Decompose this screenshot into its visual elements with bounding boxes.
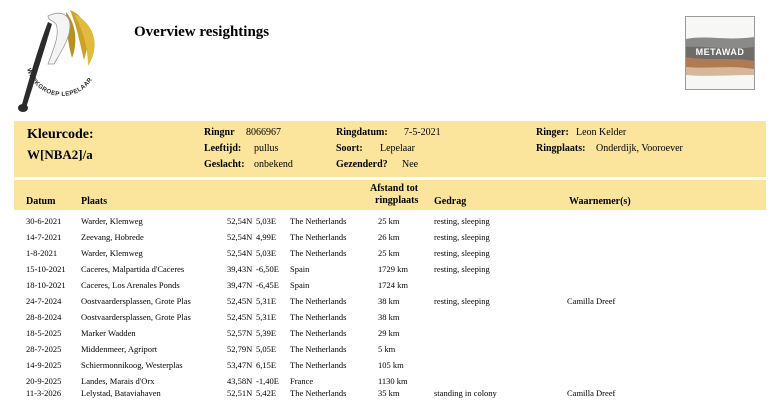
leeftijd-value: pullus — [254, 143, 279, 154]
cell-datum: 24-7-2024 — [26, 296, 62, 306]
cell-plaats: Oostvaardersplassen, Grote Plas — [81, 296, 191, 306]
cell-plaats: Caceres, Los Arenales Ponds — [81, 280, 180, 290]
table-row — [0, 264, 780, 280]
svg-text:WERKGROEP LEPELAAR: WERKGROEP LEPELAAR — [25, 67, 95, 99]
cell-lon: -1,40E — [256, 376, 279, 386]
cell-afstand: 29 km — [378, 328, 400, 338]
cell-lon: 4,99E — [256, 232, 277, 242]
cell-land: Spain — [290, 280, 310, 290]
cell-gedrag: resting, sleeping — [434, 264, 490, 274]
cell-lat: 39,43N — [227, 264, 253, 274]
ringnr-value: 8066967 — [246, 127, 281, 138]
spoonbill-icon — [8, 4, 116, 116]
cell-lon: 6,15E — [256, 360, 277, 370]
geslacht-label: Geslacht: — [204, 159, 245, 170]
cell-lat: 52,45N — [227, 312, 253, 322]
cell-land: The Netherlands — [290, 328, 347, 338]
cell-lat: 52,57N — [227, 328, 253, 338]
cell-lat: 39,47N — [227, 280, 253, 290]
gezenderd-label: Gezenderd? — [336, 159, 388, 170]
cell-lat: 52,51N — [227, 388, 253, 398]
cell-plaats: Zeevang, Hobrede — [81, 232, 144, 242]
cell-afstand: 1130 km — [378, 376, 408, 386]
col-afstand-line1: Afstand tot — [370, 183, 419, 194]
cell-land: France — [290, 376, 314, 386]
metawad-logo — [685, 16, 755, 90]
cell-lat: 52,45N — [227, 296, 253, 306]
ringplaats-label: Ringplaats: — [536, 143, 586, 154]
col-gedrag: Gedrag — [434, 196, 467, 207]
cell-gedrag: resting, sleeping — [434, 248, 490, 258]
cell-gedrag: resting, sleeping — [434, 232, 490, 242]
cell-gedrag: standing in colony — [434, 388, 497, 398]
ringer-value: Leon Kelder — [576, 127, 627, 138]
ringdatum-value: 7-5-2021 — [404, 127, 441, 138]
cell-lon: 5,05E — [256, 344, 277, 354]
table-header — [14, 180, 766, 210]
cell-datum: 30-6-2021 — [26, 216, 62, 226]
cell-afstand: 25 km — [378, 248, 400, 258]
cell-lat: 53,47N — [227, 360, 253, 370]
cell-plaats: Landes, Marais d'Orx — [81, 376, 155, 386]
cell-lon: 5,31E — [256, 296, 277, 306]
cell-plaats: Marker Wadden — [81, 328, 136, 338]
cell-afstand: 5 km — [378, 344, 396, 354]
cell-datum: 1-8-2021 — [26, 248, 58, 258]
col-plaats: Plaats — [81, 196, 108, 207]
cell-waarnemer: Camilla Dreef — [567, 388, 616, 398]
cell-land: The Netherlands — [290, 344, 347, 354]
cell-gedrag: resting, sleeping — [434, 216, 490, 226]
table-row — [0, 312, 780, 328]
soort-value: Lepelaar — [380, 143, 415, 154]
cell-lon: 5,42E — [256, 388, 277, 398]
cell-waarnemer: Camilla Dreef — [567, 296, 616, 306]
metawad-wordmark: METAWAD — [695, 47, 745, 57]
col-afstand-line2: ringplaats — [375, 195, 419, 206]
cell-lat: 52,54N — [227, 248, 253, 258]
cell-afstand: 105 km — [378, 360, 404, 370]
table-row — [0, 232, 780, 248]
kleurcode-value: W[NBA2]/a — [27, 147, 93, 162]
cell-land: The Netherlands — [290, 388, 347, 398]
table-row — [0, 248, 780, 264]
cell-plaats: Lelystad, Bataviahaven — [81, 388, 161, 398]
ringplaats-value: Onderdijk, Vooroever — [596, 143, 683, 154]
table-row — [0, 328, 780, 344]
table-row — [0, 360, 780, 376]
cell-datum: 15-10-2021 — [26, 264, 66, 274]
cell-datum: 14-9-2025 — [26, 360, 62, 370]
cell-datum: 28-7-2025 — [26, 344, 62, 354]
cell-plaats: Schiermonnikoog, Westerplas — [81, 360, 183, 370]
cell-lon: -6,45E — [256, 280, 279, 290]
cell-datum: 20-9-2025 — [26, 376, 62, 386]
cell-datum: 18-5-2025 — [26, 328, 62, 338]
cell-land: The Netherlands — [290, 232, 347, 242]
col-datum: Datum — [26, 196, 56, 207]
cell-plaats: Warder, Klemweg — [81, 216, 143, 226]
cell-afstand: 1729 km — [378, 264, 408, 274]
ringdatum-label: Ringdatum: — [336, 127, 388, 138]
cell-lat: 43,58N — [227, 376, 253, 386]
bird-info-panel — [14, 121, 766, 177]
leeftijd-label: Leeftijd: — [204, 143, 242, 154]
cell-land: The Netherlands — [290, 312, 347, 322]
cell-lon: 5,03E — [256, 248, 277, 258]
cell-plaats: Oostvaardersplassen, Grote Plas — [81, 312, 191, 322]
cell-afstand: 35 km — [378, 388, 400, 398]
cell-afstand: 38 km — [378, 312, 400, 322]
cell-gedrag: resting, sleeping — [434, 296, 490, 306]
cell-plaats: Middenmeer, Agriport — [81, 344, 158, 354]
ringer-label: Ringer: — [536, 127, 569, 138]
kleurcode-label: Kleurcode: — [27, 127, 94, 142]
cell-lat: 52,79N — [227, 344, 253, 354]
cell-plaats: Warder, Klemweg — [81, 248, 143, 258]
cell-lon: -6,50E — [256, 264, 279, 274]
cell-lon: 5,03E — [256, 216, 277, 226]
table-row — [0, 344, 780, 360]
gezenderd-value: Nee — [402, 159, 419, 170]
cell-datum: 18-10-2021 — [26, 280, 66, 290]
cell-land: The Netherlands — [290, 216, 347, 226]
cell-land: The Netherlands — [290, 296, 347, 306]
cell-afstand: 25 km — [378, 216, 400, 226]
cell-afstand: 1724 km — [378, 280, 408, 290]
cell-land: The Netherlands — [290, 360, 347, 370]
cell-afstand: 38 km — [378, 296, 400, 306]
geslacht-value: onbekend — [254, 159, 293, 170]
ringnr-label: Ringnr — [204, 127, 235, 138]
cell-lat: 52,54N — [227, 216, 253, 226]
cell-lon: 5,39E — [256, 328, 277, 338]
cell-afstand: 26 km — [378, 232, 400, 242]
soort-label: Soort: — [336, 143, 363, 154]
page-title: Overview resightings — [134, 24, 270, 40]
col-waarnemer: Waarnemer(s) — [569, 196, 631, 207]
cell-datum: 28-8-2024 — [26, 312, 62, 322]
table-row — [0, 280, 780, 296]
table-row — [0, 216, 780, 232]
table-row — [0, 296, 780, 312]
cell-lon: 5,31E — [256, 312, 277, 322]
cell-land: The Netherlands — [290, 248, 347, 258]
cell-datum: 11-3-2026 — [26, 388, 62, 398]
cell-datum: 14-7-2021 — [26, 232, 62, 242]
cell-land: Spain — [290, 264, 310, 274]
werkgroep-lepelaar-logo — [8, 4, 116, 116]
cell-lat: 52,54N — [227, 232, 253, 242]
cell-plaats: Caceres, Malpartida d'Caceres — [81, 264, 185, 274]
